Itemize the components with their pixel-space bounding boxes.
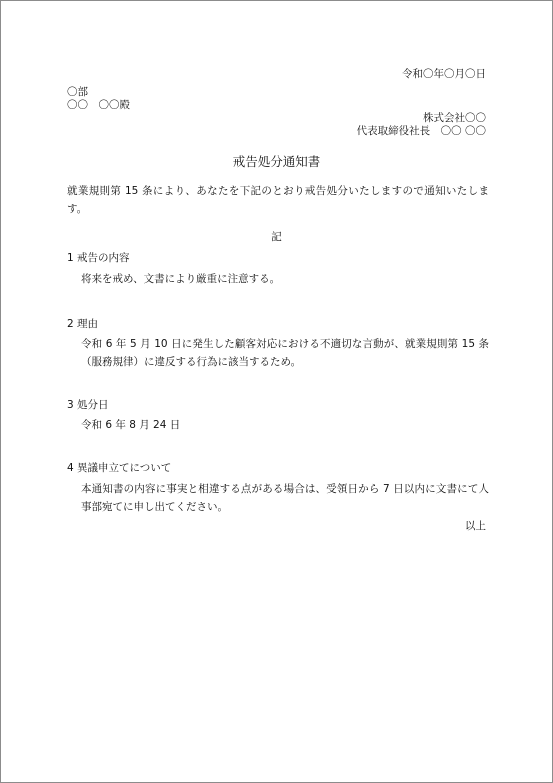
recipient-department: 〇部	[67, 86, 88, 98]
sender-representative: 代表取締役社長 〇〇 〇〇	[356, 125, 486, 137]
sender-company: 株式会社〇〇	[423, 112, 486, 124]
recipient-name: 〇〇 〇〇殿	[67, 99, 130, 111]
intro-paragraph: 就業規則第 15 条により、あなたを下記のとおり戒告処分いたしますので通知いたします。	[67, 185, 489, 215]
section-body-2: 令和 6 年 5 月 10 日に発生した顧客対応における不適切な言動が、就業規則第 15 条（服務規律）に違反する行為に該当するため。	[81, 338, 489, 368]
section-heading-2: 2 理由	[67, 318, 99, 330]
section-body-3: 令和 6 年 8 月 24 日	[81, 419, 181, 431]
section-heading-4: 4 異議申立てについて	[67, 462, 172, 474]
section-heading-3: 3 処分日	[67, 399, 109, 411]
section-body-1: 将来を戒め、文書により厳重に注意する。	[81, 273, 281, 285]
document-title: 戒告処分通知書	[232, 154, 321, 169]
ki-heading: 記	[271, 231, 282, 243]
section-heading-1: 1 戒告の内容	[67, 252, 130, 264]
closing-ijo: 以上	[465, 520, 486, 532]
document-date: 令和〇年〇月〇日	[402, 68, 486, 80]
section-body-4: 本通知書の内容に事実と相違する点がある場合は、受領日から 7 日以内に文書にて人事部宛てに申し出てください。	[81, 483, 489, 513]
